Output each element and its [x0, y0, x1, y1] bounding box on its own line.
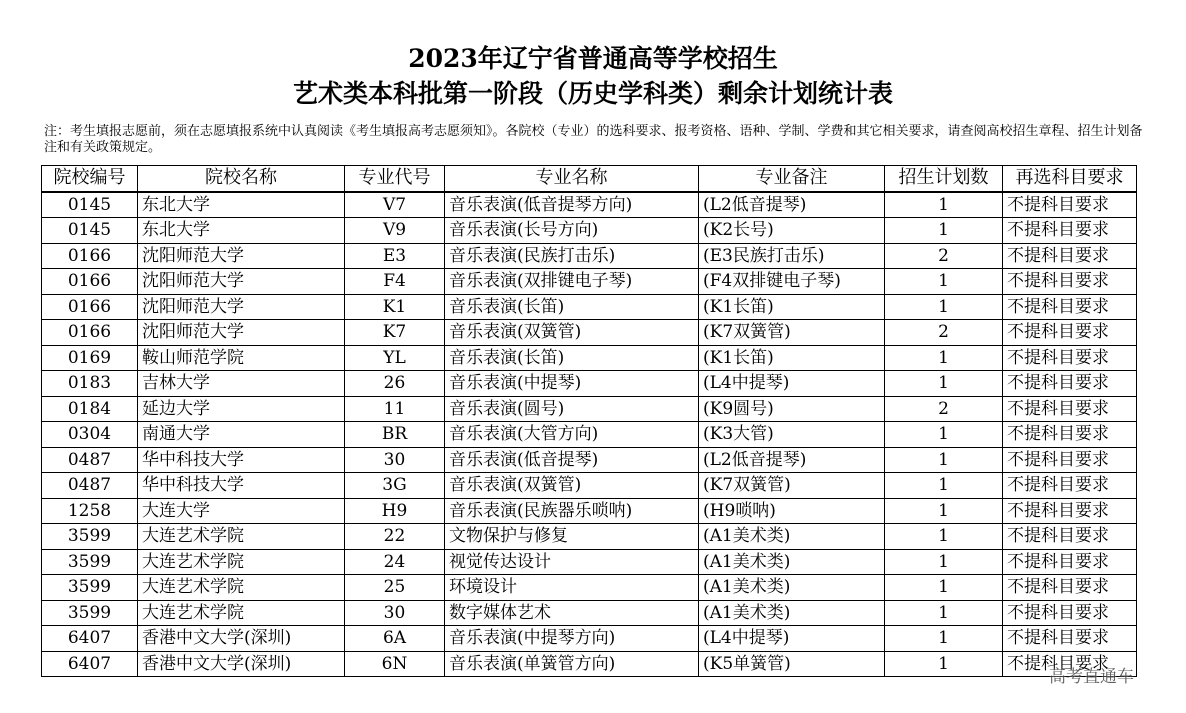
school-name-cell: 大连艺术学院 — [138, 549, 345, 575]
plan-count-cell: 1 — [885, 269, 1003, 295]
school-code-cell: 0166 — [42, 243, 138, 269]
subject-requirement-cell: 不提科目要求 — [1003, 243, 1137, 269]
subject-requirement-cell: 不提科目要求 — [1003, 422, 1137, 448]
subject-requirement-cell: 不提科目要求 — [1003, 269, 1137, 295]
major-code-cell: K1 — [345, 294, 445, 320]
major-name-cell: 音乐表演(大管方向) — [445, 422, 699, 448]
plan-count-cell: 1 — [885, 600, 1003, 626]
major-remark-cell: (L4中提琴) — [699, 371, 885, 397]
header-subject-requirement: 再选科目要求 — [1003, 166, 1137, 192]
school-name-cell: 大连艺术学院 — [138, 575, 345, 601]
major-code-cell: 3G — [345, 473, 445, 499]
major-code-cell: E3 — [345, 243, 445, 269]
page-subtitle: 艺术类本科批第一阶段（历史学科类）剩余计划统计表 — [292, 79, 893, 108]
major-code-cell: BR — [345, 422, 445, 448]
plan-count-cell: 1 — [885, 651, 1003, 677]
major-name-cell: 音乐表演(民族器乐唢呐) — [445, 498, 699, 524]
table-row — [42, 269, 1137, 295]
major-name-cell: 音乐表演(长笛) — [445, 345, 699, 371]
subject-requirement-cell: 不提科目要求 — [1003, 626, 1137, 652]
major-remark-cell: (F4双排键电子琴) — [699, 269, 885, 295]
school-name-cell: 鞍山师范学院 — [138, 345, 345, 371]
major-remark-cell: (A1美术类) — [699, 575, 885, 601]
major-remark-cell: (K9圆号) — [699, 396, 885, 422]
table-row — [42, 192, 1137, 218]
major-name-cell: 环境设计 — [445, 575, 699, 601]
subject-requirement-cell: 不提科目要求 — [1003, 396, 1137, 422]
school-code-cell: 1258 — [42, 498, 138, 524]
plan-count-cell: 1 — [885, 218, 1003, 244]
table-row — [42, 396, 1137, 422]
major-remark-cell: (E3民族打击乐) — [699, 243, 885, 269]
plan-count-cell: 1 — [885, 422, 1003, 448]
table-row — [42, 651, 1137, 677]
remaining-plan-table — [41, 165, 1137, 677]
major-code-cell: F4 — [345, 269, 445, 295]
major-remark-cell: (H9唢呐) — [699, 498, 885, 524]
major-name-cell: 视觉传达设计 — [445, 549, 699, 575]
school-name-cell: 大连艺术学院 — [138, 600, 345, 626]
table-row — [42, 371, 1137, 397]
table-row — [42, 218, 1137, 244]
major-remark-cell: (K5单簧管) — [699, 651, 885, 677]
major-remark-cell: (K2长号) — [699, 218, 885, 244]
school-name-cell: 吉林大学 — [138, 371, 345, 397]
plan-count-cell: 1 — [885, 498, 1003, 524]
school-code-cell: 6407 — [42, 651, 138, 677]
major-name-cell: 音乐表演(民族打击乐) — [445, 243, 699, 269]
major-code-cell: 26 — [345, 371, 445, 397]
table-row — [42, 498, 1137, 524]
major-code-cell: 6N — [345, 651, 445, 677]
major-remark-cell: (A1美术类) — [699, 600, 885, 626]
major-code-cell: 22 — [345, 524, 445, 550]
major-name-cell: 音乐表演(低音提琴) — [445, 447, 699, 473]
plan-count-cell: 1 — [885, 294, 1003, 320]
table-row — [42, 524, 1137, 550]
header-major-code: 专业代号 — [345, 166, 445, 192]
school-code-cell: 0487 — [42, 447, 138, 473]
major-remark-cell: (K7双簧管) — [699, 473, 885, 499]
major-name-cell: 音乐表演(长笛) — [445, 294, 699, 320]
notice-text: 注：考生填报志愿前，须在志愿填报系统中认真阅读《考生填报高考志愿须知》。各院校（专业）的选科要求、报考资格、语种、学制、学费和其它相关要求，请查阅高校招生章程、招生计划备注和有关政策规定。 — [44, 124, 1143, 155]
subject-requirement-cell: 不提科目要求 — [1003, 192, 1137, 218]
subject-requirement-cell: 不提科目要求 — [1003, 294, 1137, 320]
school-code-cell: 3599 — [42, 600, 138, 626]
plan-count-cell: 1 — [885, 371, 1003, 397]
subject-requirement-cell: 不提科目要求 — [1003, 345, 1137, 371]
plan-count-cell: 1 — [885, 549, 1003, 575]
major-name-cell: 音乐表演(单簧管方向) — [445, 651, 699, 677]
header-school-code: 院校编号 — [42, 166, 138, 192]
major-code-cell: 30 — [345, 447, 445, 473]
school-name-cell: 香港中文大学(深圳) — [138, 626, 345, 652]
plan-count-cell: 2 — [885, 396, 1003, 422]
table-row — [42, 422, 1137, 448]
school-code-cell: 3599 — [42, 575, 138, 601]
header-school-name: 院校名称 — [138, 166, 345, 192]
major-name-cell: 音乐表演(双排键电子琴) — [445, 269, 699, 295]
subject-requirement-cell: 不提科目要求 — [1003, 498, 1137, 524]
subject-requirement-cell: 不提科目要求 — [1003, 651, 1137, 677]
table-row — [42, 575, 1137, 601]
table-row — [42, 600, 1137, 626]
major-name-cell: 音乐表演(双簧管) — [445, 473, 699, 499]
plan-count-cell: 1 — [885, 447, 1003, 473]
subject-requirement-cell: 不提科目要求 — [1003, 549, 1137, 575]
major-code-cell: 24 — [345, 549, 445, 575]
major-code-cell: 11 — [345, 396, 445, 422]
table-row — [42, 345, 1137, 371]
table-row — [42, 320, 1137, 346]
major-remark-cell: (L2低音提琴) — [699, 192, 885, 218]
table-row — [42, 447, 1137, 473]
table-row — [42, 473, 1137, 499]
plan-count-cell: 2 — [885, 243, 1003, 269]
plan-count-cell: 1 — [885, 473, 1003, 499]
subject-requirement-cell: 不提科目要求 — [1003, 600, 1137, 626]
school-code-cell: 0145 — [42, 218, 138, 244]
major-name-cell: 音乐表演(中提琴) — [445, 371, 699, 397]
school-name-cell: 沈阳师范大学 — [138, 243, 345, 269]
school-name-cell: 沈阳师范大学 — [138, 269, 345, 295]
school-code-cell: 0183 — [42, 371, 138, 397]
major-name-cell: 文物保护与修复 — [445, 524, 699, 550]
school-name-cell: 香港中文大学(深圳) — [138, 651, 345, 677]
subject-requirement-cell: 不提科目要求 — [1003, 447, 1137, 473]
major-code-cell: YL — [345, 345, 445, 371]
school-name-cell: 南通大学 — [138, 422, 345, 448]
school-code-cell: 6407 — [42, 626, 138, 652]
subject-requirement-cell: 不提科目要求 — [1003, 524, 1137, 550]
watermark-text: 高考直通车 — [1049, 667, 1134, 687]
plan-count-cell: 1 — [885, 575, 1003, 601]
major-name-cell: 音乐表演(圆号) — [445, 396, 699, 422]
major-code-cell: 30 — [345, 600, 445, 626]
header-major-name: 专业名称 — [445, 166, 699, 192]
school-code-cell: 0145 — [42, 192, 138, 218]
school-name-cell: 东北大学 — [138, 192, 345, 218]
major-code-cell: V9 — [345, 218, 445, 244]
major-name-cell: 音乐表演(长号方向) — [445, 218, 699, 244]
major-remark-cell: (K1长笛) — [699, 345, 885, 371]
major-name-cell: 音乐表演(双簧管) — [445, 320, 699, 346]
school-code-cell: 0184 — [42, 396, 138, 422]
major-remark-cell: (K3大管) — [699, 422, 885, 448]
school-code-cell: 0166 — [42, 294, 138, 320]
school-code-cell: 0304 — [42, 422, 138, 448]
subject-requirement-cell: 不提科目要求 — [1003, 218, 1137, 244]
school-code-cell: 3599 — [42, 524, 138, 550]
table-header-row — [42, 166, 1137, 192]
school-name-cell: 沈阳师范大学 — [138, 294, 345, 320]
school-code-cell: 3599 — [42, 549, 138, 575]
school-name-cell: 华中科技大学 — [138, 447, 345, 473]
table-row — [42, 626, 1137, 652]
school-name-cell: 大连艺术学院 — [138, 524, 345, 550]
major-name-cell: 数字媒体艺术 — [445, 600, 699, 626]
table-row — [42, 294, 1137, 320]
major-code-cell: H9 — [345, 498, 445, 524]
plan-count-cell: 2 — [885, 320, 1003, 346]
table-row — [42, 549, 1137, 575]
subject-requirement-cell: 不提科目要求 — [1003, 473, 1137, 499]
major-code-cell: V7 — [345, 192, 445, 218]
school-name-cell: 延边大学 — [138, 396, 345, 422]
school-code-cell: 0169 — [42, 345, 138, 371]
school-name-cell: 东北大学 — [138, 218, 345, 244]
major-remark-cell: (K7双簧管) — [699, 320, 885, 346]
school-name-cell: 大连大学 — [138, 498, 345, 524]
page-title: 2023年辽宁省普通高等学校招生 — [408, 44, 778, 73]
plan-count-cell: 1 — [885, 626, 1003, 652]
subject-requirement-cell: 不提科目要求 — [1003, 575, 1137, 601]
major-name-cell: 音乐表演(低音提琴方向) — [445, 192, 699, 218]
header-major-remark: 专业备注 — [699, 166, 885, 192]
subject-requirement-cell: 不提科目要求 — [1003, 320, 1137, 346]
header-plan-count: 招生计划数 — [885, 166, 1003, 192]
school-code-cell: 0487 — [42, 473, 138, 499]
school-name-cell: 华中科技大学 — [138, 473, 345, 499]
major-code-cell: 25 — [345, 575, 445, 601]
plan-count-cell: 1 — [885, 345, 1003, 371]
subject-requirement-cell: 不提科目要求 — [1003, 371, 1137, 397]
major-remark-cell: (A1美术类) — [699, 549, 885, 575]
school-code-cell: 0166 — [42, 269, 138, 295]
major-remark-cell: (L4中提琴) — [699, 626, 885, 652]
plan-count-cell: 1 — [885, 524, 1003, 550]
table-row — [42, 243, 1137, 269]
major-name-cell: 音乐表演(中提琴方向) — [445, 626, 699, 652]
plan-count-cell: 1 — [885, 192, 1003, 218]
major-remark-cell: (K1长笛) — [699, 294, 885, 320]
major-remark-cell: (A1美术类) — [699, 524, 885, 550]
major-code-cell: 6A — [345, 626, 445, 652]
major-remark-cell: (L2低音提琴) — [699, 447, 885, 473]
school-code-cell: 0166 — [42, 320, 138, 346]
school-name-cell: 沈阳师范大学 — [138, 320, 345, 346]
major-code-cell: K7 — [345, 320, 445, 346]
